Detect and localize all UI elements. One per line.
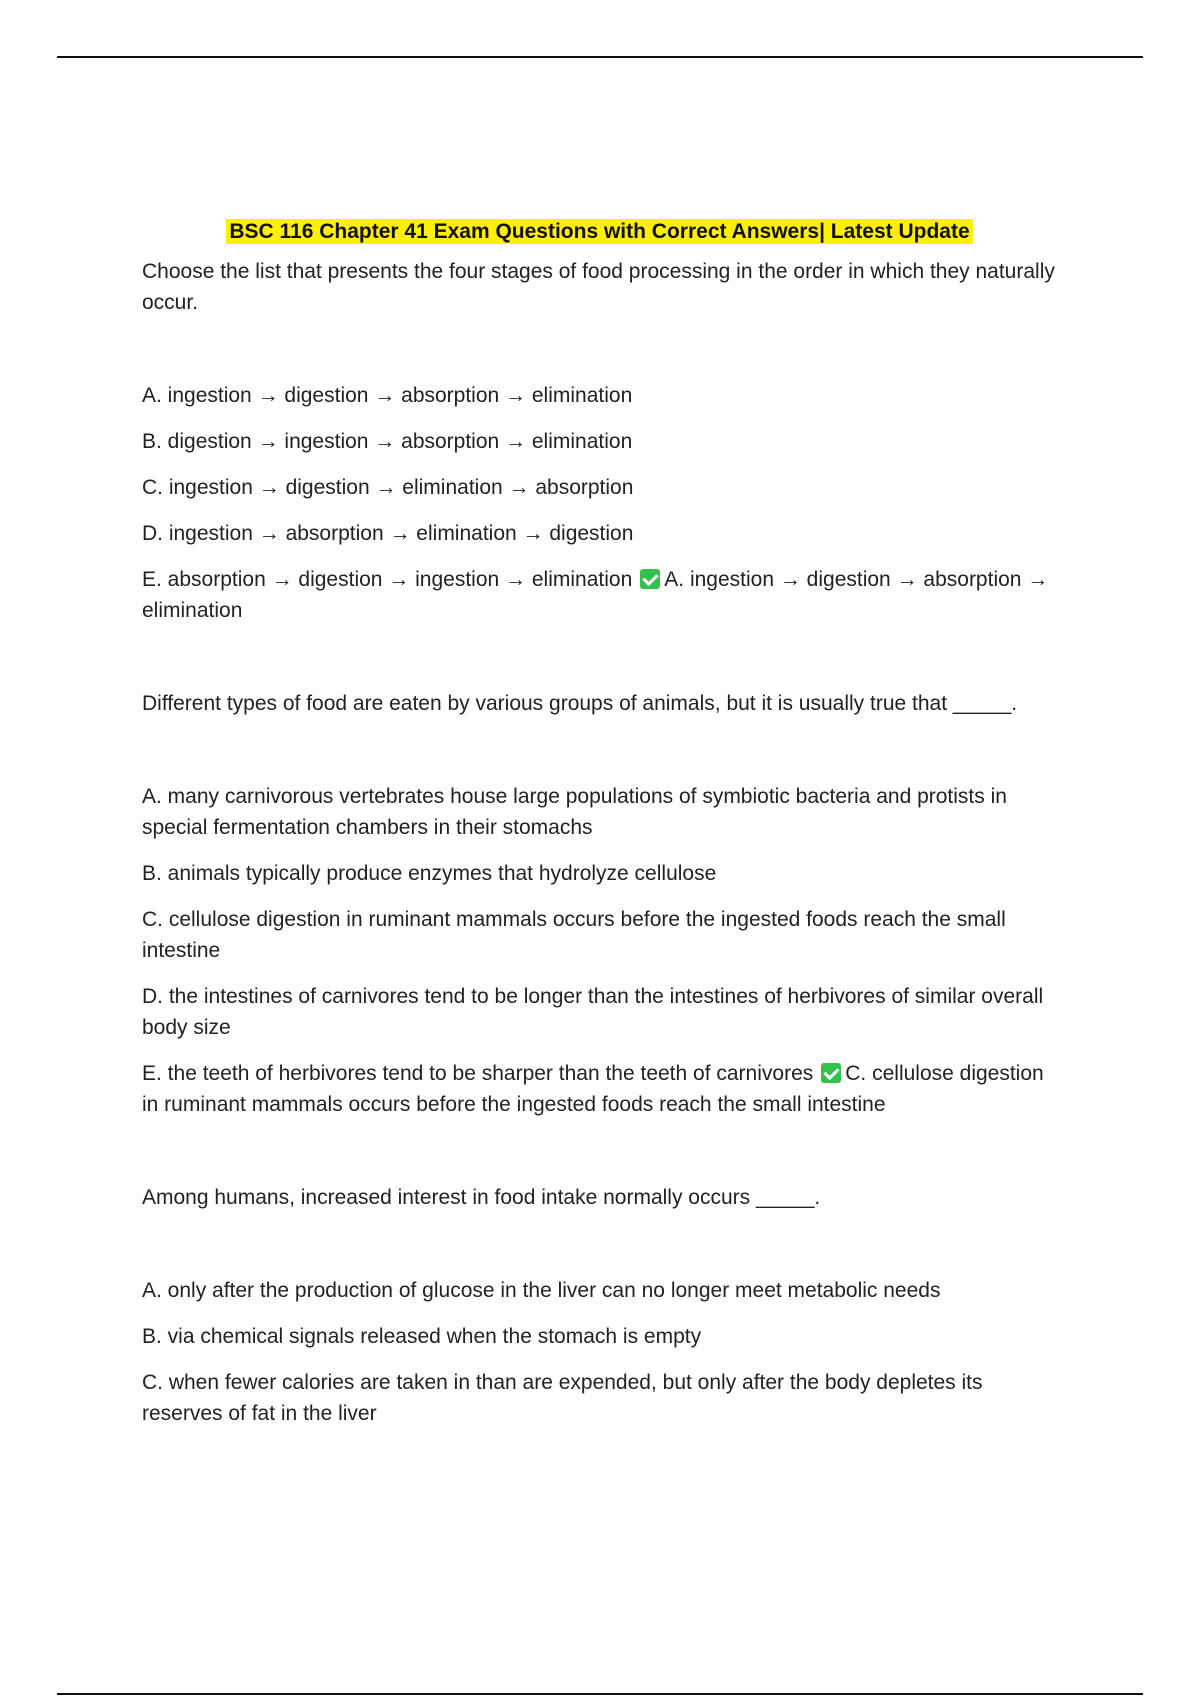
option-a: A. only after the production of glucose in the liver can no longer meet metabolic needs (142, 1279, 941, 1302)
green-check-icon (821, 1063, 841, 1083)
options-list (142, 1275, 1057, 1429)
question-3 (142, 1182, 1057, 1429)
option-a: A. many carnivorous vertebrates house large populations of symbiotic bacteria and protists in special fermentation chambers in their stomachs (142, 785, 1007, 839)
option-d: D. the intestines of carnivores tend to be longer than the intestines of herbivores of similar overall body size (142, 985, 1044, 1039)
option-c: C. cellulose digestion in ruminant mammals occurs before the ingested foods reach the small intestine (142, 908, 1006, 962)
question-1 (142, 256, 1057, 626)
option-c: C. ingestion → digestion → elimination → absorption (142, 476, 634, 499)
option-e: E. absorption → digestion → ingestion → elimination (142, 568, 633, 591)
question-2 (142, 688, 1057, 1120)
question-prompt: Different types of food are eaten by various groups of animals, but it is usually true that _____. (142, 692, 1018, 715)
options-list (142, 380, 1057, 626)
top-rule (57, 56, 1143, 58)
document-body (142, 216, 1057, 1491)
correct-answer: A. ingestion → digestion → absorption → elimination (142, 568, 1049, 622)
bottom-rule (57, 1693, 1143, 1695)
document-title: BSC 116 Chapter 41 Exam Questions with Correct Answers| Latest Update (226, 219, 972, 244)
question-prompt: Among humans, increased interest in food intake normally occurs _____. (142, 1186, 821, 1209)
correct-answer: C. cellulose digestion in ruminant mammals occurs before the ingested foods reach the small intestine (142, 1062, 1044, 1116)
option-c: C. when fewer calories are taken in than are expended, but only after the body depletes its reserves of fat in the liver (142, 1371, 983, 1425)
option-d: D. ingestion → absorption → elimination → digestion (142, 522, 634, 545)
option-e: E. the teeth of herbivores tend to be sharper than the teeth of carnivores (142, 1062, 814, 1085)
option-b: B. animals typically produce enzymes that hydrolyze cellulose (142, 862, 717, 885)
title-line (142, 216, 1057, 247)
question-prompt: Choose the list that presents the four stages of food processing in the order in which they naturally occur. (142, 260, 1055, 314)
option-e-with-answer (142, 564, 1057, 626)
option-b: B. via chemical signals released when the stomach is empty (142, 1325, 702, 1348)
option-e-with-answer (142, 1058, 1057, 1120)
option-b: B. digestion → ingestion → absorption → elimination (142, 430, 633, 453)
option-a: A. ingestion → digestion → absorption → elimination (142, 384, 633, 407)
green-check-icon (640, 569, 660, 589)
options-list (142, 781, 1057, 1120)
